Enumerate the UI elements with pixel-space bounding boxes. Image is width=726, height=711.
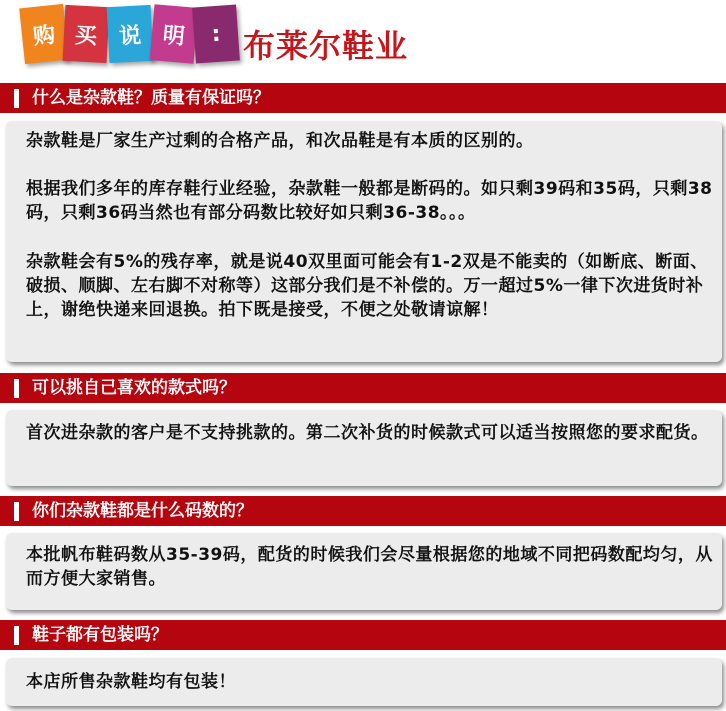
faq-answer-box	[6, 410, 722, 486]
faq-answer-box	[6, 658, 722, 706]
faq-answer-box	[6, 533, 722, 610]
answer-paragraph: 杂款鞋会有5%的残存率，就是说40双里面可能会有1-2双是不能卖的（如断底、断面、破损、顺脚、左右脚不对称等）这部分我们是不补偿的。万一超过5%一律下次进货时补上，谢绝快递来回退换。拍下既是接受，不便之处敬请谅解！	[26, 252, 708, 320]
tile-char: 说	[107, 5, 154, 63]
tile-char: :	[192, 5, 240, 64]
brand-title: 布莱尔鞋业	[243, 27, 409, 65]
tile-char: 买	[63, 5, 110, 63]
answer-paragraph: 本批帆布鞋码数从35-39码，配货的时候我们会尽量根据您的地域不同把码数配均匀，从而方便大家销售。	[26, 545, 713, 589]
faq-question: 可以挑自己喜欢的款式吗？	[32, 378, 236, 398]
faq-question: 鞋子都有包装吗？	[32, 625, 168, 645]
marker-icon	[14, 502, 19, 521]
faq-question-bar	[0, 620, 726, 650]
tile-char: 购	[19, 4, 69, 64]
answer-paragraph: 本店所售杂款鞋均有包装！	[26, 672, 236, 692]
faq-question: 你们杂款鞋都是什么码数的？	[32, 501, 253, 521]
answer-paragraph: 根据我们多年的库存鞋行业经验，杂款鞋一般都是断码的。如只剩39码和35码，只剩38码，只剩36码当然也有部分码数比较好如只剩36-38。。。	[26, 179, 713, 223]
tile-char: 明	[150, 4, 199, 64]
answer-paragraph: 杂款鞋是厂家生产过剩的合格产品，和次品鞋是有本质的区别的。	[26, 131, 534, 151]
faq-question: 什么是杂款鞋？质量有保证吗？	[32, 88, 270, 108]
faq-answer-box	[6, 121, 722, 362]
faq-question-bar	[0, 496, 726, 526]
marker-icon	[14, 379, 19, 398]
faq-question-bar	[0, 83, 726, 113]
marker-icon	[14, 626, 19, 645]
answer-paragraph: 首次进杂款的客户是不支持挑款的。第二次补货的时候款式可以适当按照您的要求配货。	[26, 423, 709, 443]
faq-question-bar	[0, 373, 726, 403]
page-header	[0, 0, 726, 76]
marker-icon	[14, 89, 19, 108]
